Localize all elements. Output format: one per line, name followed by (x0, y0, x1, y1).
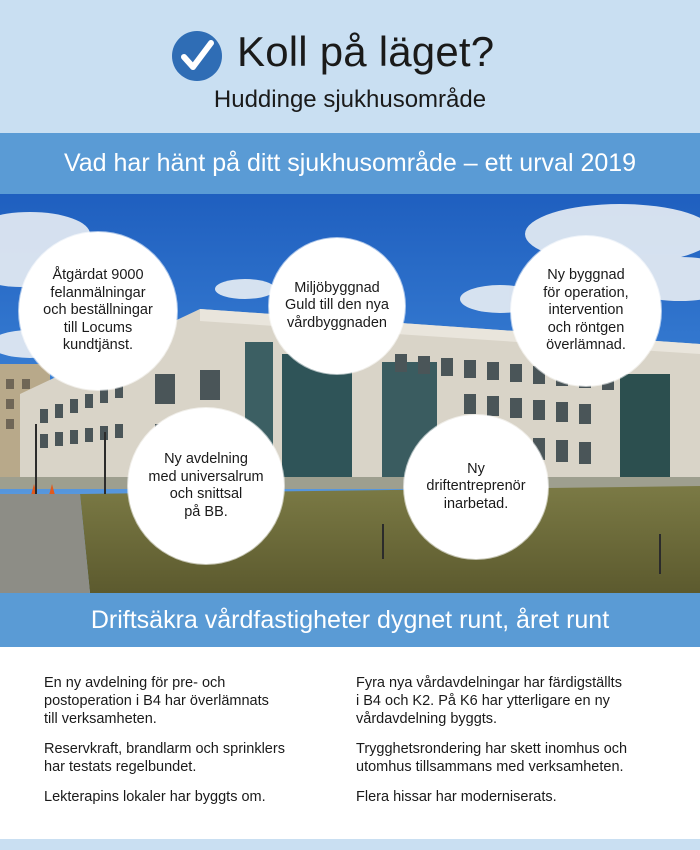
banner-bottom: Driftsäkra vårdfastigheter dygnet runt, året runt (0, 593, 700, 647)
hospital-building-photo (0, 194, 700, 593)
info-column-right (356, 674, 666, 818)
fact-bubble-text: Ny byggnad för operation, intervention och röntgen överlämnad. (543, 267, 629, 354)
info-column-left (44, 674, 324, 818)
info-paragraph: En ny avdelning för pre- och postoperation i B4 har överlämnats till verksamheten. (44, 675, 269, 727)
page-title: Koll på läget? (237, 28, 495, 75)
info-paragraph: Flera hissar har moderniserats. (356, 789, 557, 805)
banner-top: Vad har hänt på ditt sjukhusområde – ett urval 2019 (0, 133, 700, 194)
fact-bubble-felanmalningar (19, 232, 177, 390)
fact-bubble-driftentreprenor (404, 415, 548, 559)
info-paragraph: Lekterapins lokaler har byggts om. (44, 789, 266, 805)
checkmark-icon (171, 30, 223, 82)
info-paragraph: Fyra nya vårdavdelningar har färdigställts i B4 och K2. På K6 har ytterligare en ny vårdavdelning byggts. (356, 675, 622, 727)
fact-bubble-text: Ny driftentreprenör inarbetad. (426, 460, 526, 512)
fact-bubble-ny-byggnad (511, 236, 661, 386)
header (0, 0, 700, 133)
fact-bubble-text: Åtgärdat 9000 felanmälningar och beställningar till Locums kundtjänst. (43, 267, 153, 354)
fact-bubble-text: Miljöbyggnad Guld till den nya vårdbyggnaden (285, 279, 389, 331)
fact-bubble-miljobyggnad (269, 238, 405, 374)
fact-bubble-ny-avdelning-bb (128, 408, 284, 564)
bottom-strip (0, 839, 700, 850)
page-subtitle (0, 86, 700, 114)
info-paragraph: Reservkraft, brandlarm och sprinklers har testats regelbundet. (44, 741, 285, 775)
info-paragraph: Trygghetsrondering har skett inomhus och utomhus tillsammans med verksamheten. (356, 741, 628, 775)
subtitle-text: Huddinge sjukhusområde (213, 86, 487, 113)
info-panel (0, 647, 700, 839)
fact-bubble-text: Ny avdelning med universalrum och snittsal på BB. (148, 451, 264, 520)
